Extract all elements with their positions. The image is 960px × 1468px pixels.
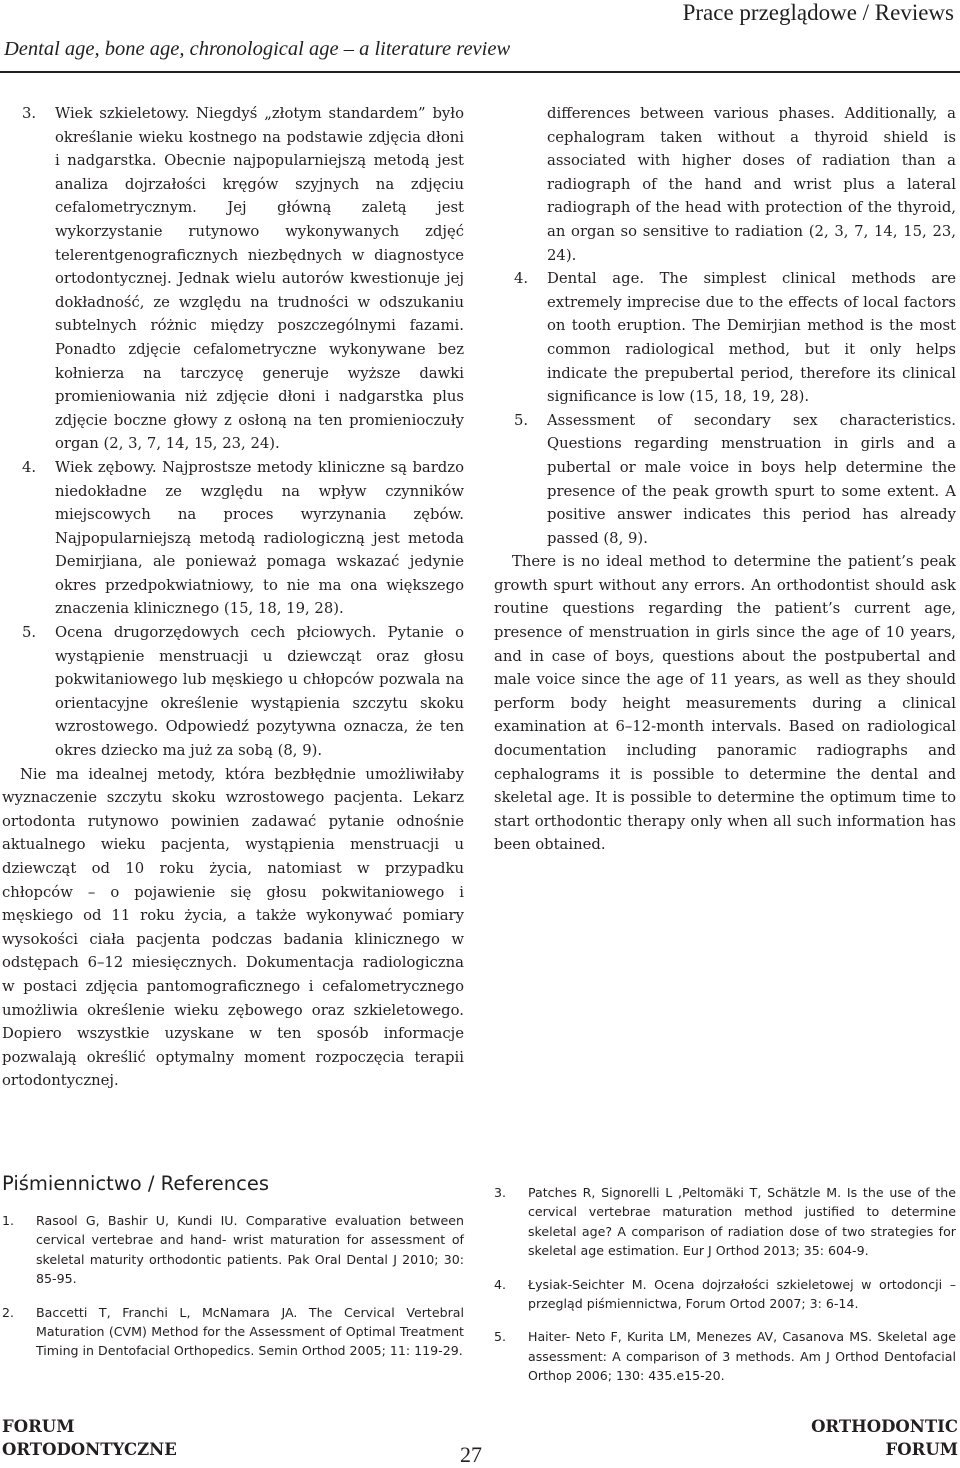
list-item-text: Wiek szkieletowy. Niegdyś „złotym standardem” było określanie wieku kostnego na podstawie zdjęcia dłoni i nadgarstka. Obecnie najpopularniejszą metodą jest analiza dojrzałości kręgów szyjnych na zdjęciu cefalometrycznym. Jej główną zaletą jest wykorzystanie rutynowo wykonywanych zdjęć telerentgenograficznych niezbędnych w diagnostyce ortodontycznej. Jednak wielu autorów kwestionuje jej dokładność, ze względu na trudności w odszukaniu subtelnych różnic między poszczególnymi fazami. Ponadto zdjęcie cefalometryczne wykonywane bez kołnierza na tarczycę generuje wyższe dawki promieniowania niż zdjęcie dłoni i nadgarstka plus zdjęcie boczne głowy z osłoną na ten promienioczuły organ (2, 3, 7, 14, 15, 23, 24). bbox=[55, 105, 464, 453]
journal-name-line: FORUM bbox=[2, 1417, 75, 1436]
list-item-text: Assessment of secondary sex characteristics. Questions regarding menstruation in girls and a pubertal or male voice in boys help determine the presence of the peak growth spurt to some extent. A positive answer indicates this period has already passed (8, 9). bbox=[547, 411, 956, 547]
right-list bbox=[494, 102, 956, 550]
journal-name-polish bbox=[2, 1415, 177, 1461]
body-paragraph: There is no ideal method to determine the patient’s peak growth spurt without any errors. An orthodontist should ask routine questions regarding the patient’s current age, presence of menstruation in girls since the age of 10 years, and in case of boys, questions about the postpubertal and male voice since the age of 11 years, as well as they should perform body height measurements during a clinical examination at 6–12-month intervals. Based on radiological documentation including panoramic radiographs and cephalograms it is possible to determine the dental and skeletal age. It is possible to determine the optimum time to start orthodontic therapy only when all such information has been obtained. bbox=[494, 553, 956, 854]
reference-number: 1. bbox=[2, 1213, 15, 1228]
list-item bbox=[494, 267, 956, 409]
reference-text: Rasool G, Bashir U, Kundi IU. Comparative evaluation between cervical vertebrae and hand- wrist maturation for assessment of skeletal maturity orthodontic patients. Pak Oral Dental J 2010; 30: 85-95. bbox=[36, 1213, 464, 1287]
reference-item bbox=[2, 1303, 464, 1361]
journal-name-english bbox=[811, 1415, 958, 1461]
reference-text: Baccetti T, Franchi L, McNamara JA. The Cervical Vertebral Maturation (CVM) Method for the Assessment of Optimal Treatment Timing in Dentofacial Orthopedics. Semin Orthod 2005; 11: 119-29. bbox=[36, 1304, 464, 1359]
list-item-text: Ocena drugorzędowych cech płciowych. Pytanie o wystąpienie menstruacji u dziewcząt oraz głosu pokwitaniowego lub męskiego u chłopców pozwala na orientacyjne określenie wystąpienia szczytu skoku wzrostowego. Odpowiedź pozytywna oznacza, że ten okres dziecko ma już za sobą (8, 9). bbox=[55, 624, 464, 760]
reference-text: Patches R, Signorelli L ,Peltomäki T, Schätzle M. Is the use of the cervical vertebrae maturation method justified to determine skeletal age? A comparison of radiation dose of two strategies for skeletal age estimation. Eur J Orthod 2013; 35: 604-9. bbox=[528, 1185, 956, 1259]
reference-item bbox=[494, 1275, 956, 1314]
list-item bbox=[2, 621, 464, 763]
reference-item bbox=[494, 1327, 956, 1385]
article-title: Dental age, bone age, chronological age – a literature review bbox=[4, 38, 511, 60]
left-column bbox=[2, 102, 464, 1093]
journal-name-line: FORUM bbox=[885, 1440, 958, 1459]
journal-name-line: ORTHODONTIC bbox=[811, 1417, 958, 1436]
list-item bbox=[2, 102, 464, 456]
references-heading: Piśmiennictwo / References bbox=[2, 1172, 270, 1195]
list-item-text: Dental age. The simplest clinical methods are extremely imprecise due to the effects of local factors on tooth eruption. The Demirjian method is the most common radiological method, but it only helps indicate the prepubertal period, therefore its clinical significance is low (15, 18, 19, 28). bbox=[547, 270, 956, 406]
list-item-number: 5. bbox=[514, 411, 529, 429]
reference-number: 5. bbox=[494, 1329, 507, 1345]
list-item-continuation bbox=[494, 102, 956, 267]
list-item-text: Wiek zębowy. Najprostsze metody kliniczne są bardzo niedokładne ze względu na wpływ czynników miejscowych na proces wyrzynania zębów. Najpopularniejszą metodą radiologiczną jest metoda Demirjiana, ale ponieważ pomaga wskazać jedynie okres przedpokwiatniowy, to nie ma ona większego znaczenia klinicznego (15, 18, 19, 28). bbox=[55, 458, 464, 618]
list-item-number: 4. bbox=[514, 270, 529, 288]
list-item-number: 4. bbox=[22, 458, 37, 476]
header-divider bbox=[0, 71, 960, 73]
section-label: Prace przeglądowe / Reviews bbox=[682, 0, 954, 25]
list-item bbox=[2, 456, 464, 621]
list-item-text: differences between various phases. Additionally, a cephalogram taken without a thyroid shield is associated with higher doses of radiation than a radiograph of the hand and wrist plus a lateral radiograph of the head with protection of the thyroid, an organ so sensitive to radiation (2, 3, 7, 14, 15, 23, 24). bbox=[547, 105, 956, 264]
references-right bbox=[494, 1183, 956, 1400]
page-number: 27 bbox=[460, 1442, 482, 1467]
list-item-number: 5. bbox=[22, 624, 37, 642]
list-item-number: 3. bbox=[22, 105, 37, 122]
journal-name-line: ORTODONTYCZNE bbox=[2, 1440, 177, 1459]
right-column bbox=[494, 102, 956, 857]
reference-item bbox=[494, 1183, 956, 1261]
reference-item bbox=[2, 1211, 464, 1289]
references-left bbox=[2, 1211, 464, 1375]
reference-text: Haiter- Neto F, Kurita LM, Menezes AV, Casanova MS. Skeletal age assessment: A comparison of 3 methods. Am J Orthod Dentofacial Orthop 2006; 130: 435.e15-20. bbox=[528, 1329, 956, 1384]
reference-number: 4. bbox=[494, 1276, 507, 1292]
body-paragraph: Nie ma idealnej metody, która bezbłędnie umożliwiłaby wyznaczenie szczytu skoku wzrostowego pacjenta. Lekarz ortodonta rutynowo powinien zadawać pytanie odnośnie aktualnego wieku pacjenta, wystąpienia menstruacji u dziewcząt od 10 roku życia, natomiast w przypadku chłopców – o pojawienie się głosu pokwitaniowego i męskiego od 11 roku życia, a także wykonywać pomiary wysokości ciała pacjenta podczas badania klinicznego w odstępach 6–12 miesięcznych. Dokumentacja radiologiczna w postaci zdjęcia pantomograficznego i cefalometrycznego umożliwia określenie wieku zębowego oraz szkieletowego. Dopiero wszystkie uzyskane w ten sposób informacje pozwalają określić optymalny moment rozpoczęcia terapii ortodontycznej. bbox=[2, 765, 464, 1090]
reference-text: Łysiak-Seichter M. Ocena dojrzałości szkieletowej w ortodoncji – przegląd piśmiennictwa, Forum Ortod 2007; 3: 6-14. bbox=[528, 1276, 956, 1312]
left-list bbox=[2, 102, 464, 763]
list-item bbox=[494, 409, 956, 551]
reference-number: 2. bbox=[2, 1304, 15, 1320]
reference-number: 3. bbox=[494, 1185, 507, 1200]
